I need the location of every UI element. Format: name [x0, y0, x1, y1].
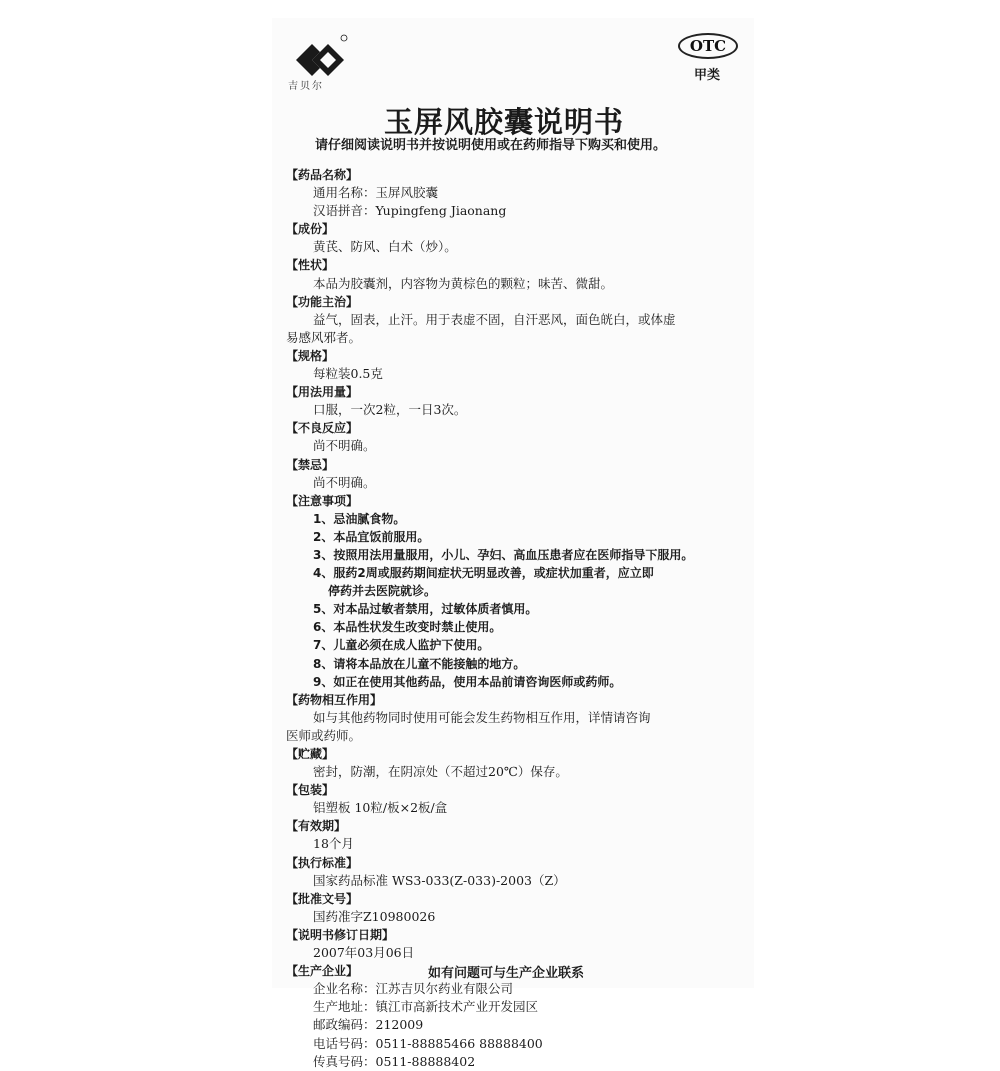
company-postcode: 邮政编码：212009 [313, 1017, 424, 1033]
otc-badge: OTC [678, 33, 738, 59]
usage-text: 口服，一次2粒，一日3次。 [313, 402, 467, 418]
indications-line-1: 益气，固表，止汗。用于表虚不固，自汗恶风，面色㿠白，或体虚 [313, 311, 676, 327]
instruction-text: 请仔细阅读说明书并按说明使用或在药师指导下购买和使用。 [315, 138, 667, 153]
otc-class-label: 甲类 [694, 68, 721, 83]
pinyin-name: 汉语拼音：Yupingfeng Jiaonang [313, 203, 507, 219]
precaution-item: 6、本品性状发生改变时禁止使用。 [313, 620, 502, 635]
precaution-item: 8、请将本品放在儿童不能接触的地方。 [313, 656, 526, 671]
character-text: 本品为胶囊剂，内容物为黄棕色的颗粒；味苦、微甜。 [313, 275, 614, 291]
company-address: 生产地址：镇江市高新技术产业开发园区 [313, 999, 539, 1015]
precaution-item: 9、如正在使用其他药品，使用本品前请咨询医师或药师。 [313, 674, 622, 689]
standard-text: 国家药品标准 WS3-033(Z-033)-2003（Z） [313, 872, 566, 888]
footer-contact-note: 如有问题可与生产企业联系 [428, 966, 585, 981]
section-header-interactions: 【药物相互作用】 [286, 692, 383, 707]
section-header-usage: 【用法用量】 [286, 385, 359, 400]
company-phone: 电话号码：0511-88885466 88888400 [313, 1035, 543, 1051]
section-header-manufacturer: 【生产企业】 [286, 964, 359, 979]
ingredients-text: 黄芪、防风、白术（炒）。 [313, 239, 457, 255]
section-header-standard: 【执行标准】 [286, 855, 359, 870]
validity-text: 18个月 [313, 836, 354, 852]
precaution-item: 1、忌油腻食物。 [313, 511, 406, 526]
adverse-text: 尚不明确。 [313, 438, 376, 454]
section-header-contra: 【禁忌】 [286, 457, 335, 472]
section-header-ingredients: 【成份】 [286, 222, 335, 237]
revision-text: 2007年03月06日 [313, 945, 415, 961]
storage-text: 密封，防潮，在阴凉处（不超过20℃）保存。 [313, 764, 568, 780]
precaution-item: 3、按照用法用量服用，小儿、孕妇、高血压患者应在医师指导下服用。 [313, 547, 694, 562]
precaution-item: 2、本品宜饭前服用。 [313, 529, 430, 544]
section-header-spec: 【规格】 [286, 348, 335, 363]
company-name: 企业名称：江苏吉贝尔药业有限公司 [313, 981, 514, 997]
section-header-character: 【性状】 [286, 258, 335, 273]
indications-line-2: 易感风邪者。 [286, 329, 362, 345]
section-header-indications: 【功能主治】 [286, 294, 359, 309]
approval-text: 国药准字Z10980026 [313, 908, 436, 924]
precaution-item: 5、对本品过敏者禁用，过敏体质者慎用。 [313, 602, 538, 617]
leaflet-content [286, 166, 741, 1071]
section-header-validity: 【有效期】 [286, 819, 347, 834]
section-header-storage: 【贮藏】 [286, 747, 335, 761]
section-header-precautions: 【注意事项】 [286, 493, 359, 508]
precaution-item-continuation: 停药并去医院就诊。 [328, 584, 437, 599]
company-fax: 传真号码：0511-88888402 [313, 1053, 476, 1069]
contra-text: 尚不明确。 [313, 474, 376, 490]
precaution-item: 4、服药2周或服药期间症状无明显改善，或症状加重者，应立即 [313, 566, 654, 581]
page-title: 玉屏风胶囊说明书 [384, 105, 625, 139]
precaution-item: 7、儿童必须在成人监护下使用。 [313, 638, 490, 653]
interactions-line-2: 医师或药师。 [286, 727, 362, 743]
section-header-adverse: 【不良反应】 [286, 421, 359, 436]
generic-name: 通用名称：玉屏风胶囊 [313, 185, 439, 201]
brand-logo-text: 吉贝尔 [288, 81, 324, 92]
package-text: 铝塑板 10粒/板×2板/盒 [313, 800, 448, 816]
spec-text: 每粒装0.5克 [313, 366, 383, 382]
interactions-line-1: 如与其他药物同时使用可能会发生药物相互作用，详情请咨询 [313, 709, 651, 725]
section-header-package: 【包装】 [286, 783, 335, 798]
section-header-name: 【药品名称】 [286, 168, 359, 182]
section-header-approval: 【批准文号】 [286, 891, 359, 906]
section-header-revision: 【说明书修订日期】 [286, 927, 395, 942]
